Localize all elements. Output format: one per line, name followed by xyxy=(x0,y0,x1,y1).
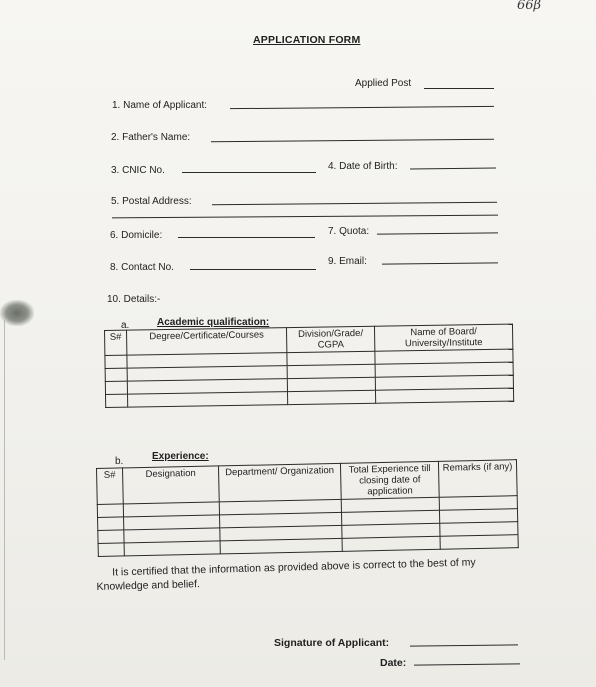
postal-address-line-2[interactable] xyxy=(112,215,498,219)
academic-cell[interactable] xyxy=(106,394,128,407)
experience-col-designation: Designation xyxy=(123,466,220,504)
cnic-label: 3. CNIC No. xyxy=(111,165,165,176)
contact-line[interactable] xyxy=(190,269,316,270)
experience-col-sno: S# xyxy=(97,468,124,505)
details-label: 10. Details:- xyxy=(107,294,161,305)
certification-text: It is certified that the information as provided above is correct to the best of my Knowledge and belief. xyxy=(96,556,476,593)
academic-cell[interactable] xyxy=(105,355,127,368)
name-label: 1. Name of Applicant: xyxy=(112,100,208,111)
domicile-label: 6. Domicile: xyxy=(110,230,163,241)
ink-smudge xyxy=(0,300,34,326)
academic-table xyxy=(104,324,514,408)
signature-line[interactable] xyxy=(410,644,518,646)
academic-col-board: Name of Board/ University/Institute xyxy=(374,324,512,351)
academic-cell[interactable] xyxy=(128,392,288,408)
page-edge xyxy=(4,320,5,660)
experience-cell[interactable] xyxy=(440,535,518,550)
experience-table xyxy=(96,459,519,557)
experience-cell[interactable] xyxy=(98,517,124,531)
experience-col-total: Total Experience till closing date of application xyxy=(340,461,439,499)
academic-col-division: Division/Grade/ CGPA xyxy=(286,326,374,352)
experience-cell[interactable] xyxy=(97,504,123,518)
experience-cell[interactable] xyxy=(220,538,342,554)
experience-cell[interactable] xyxy=(124,541,220,556)
email-line[interactable] xyxy=(382,262,498,264)
quota-label: 7. Quota: xyxy=(328,226,370,237)
academic-cell[interactable] xyxy=(105,368,127,381)
cnic-line[interactable] xyxy=(182,172,316,173)
form-title: APPLICATION FORM xyxy=(253,34,361,46)
experience-cell[interactable] xyxy=(342,536,440,551)
academic-marker: a. xyxy=(121,320,130,331)
applied-post-line[interactable] xyxy=(424,88,494,89)
date-line[interactable] xyxy=(414,663,520,665)
experience-heading: Experience: xyxy=(152,451,209,462)
academic-cell[interactable] xyxy=(375,388,513,403)
applied-post-label: Applied Post xyxy=(355,78,412,89)
academic-cell[interactable] xyxy=(105,381,127,394)
domicile-line[interactable] xyxy=(178,237,315,238)
academic-cell[interactable] xyxy=(287,390,375,404)
experience-col-remarks: Remarks (if any) xyxy=(438,460,517,498)
experience-marker: b. xyxy=(115,456,124,467)
postal-address-line-1[interactable] xyxy=(212,202,497,205)
academic-col-sno: S# xyxy=(105,330,127,355)
father-name-label: 2. Father's Name: xyxy=(111,132,191,143)
academic-col-degree: Degree/Certificate/Courses xyxy=(127,328,287,356)
handwritten-note: 66β xyxy=(517,0,542,13)
contact-label: 8. Contact No. xyxy=(110,262,174,273)
experience-cell[interactable] xyxy=(98,530,124,544)
dob-line[interactable] xyxy=(410,168,496,170)
postal-address-label: 5. Postal Address: xyxy=(111,196,192,207)
dob-label: 4. Date of Birth: xyxy=(328,161,398,172)
name-line[interactable] xyxy=(230,106,494,109)
experience-col-department: Department/ Organization xyxy=(218,463,341,502)
signature-label: Signature of Applicant: xyxy=(274,637,390,649)
father-name-line[interactable] xyxy=(211,139,494,142)
email-label: 9. Email: xyxy=(328,256,367,267)
quota-line[interactable] xyxy=(377,232,498,234)
academic-heading: Academic qualification: xyxy=(157,317,270,328)
date-label: Date: xyxy=(380,657,407,669)
experience-cell[interactable] xyxy=(98,543,124,557)
